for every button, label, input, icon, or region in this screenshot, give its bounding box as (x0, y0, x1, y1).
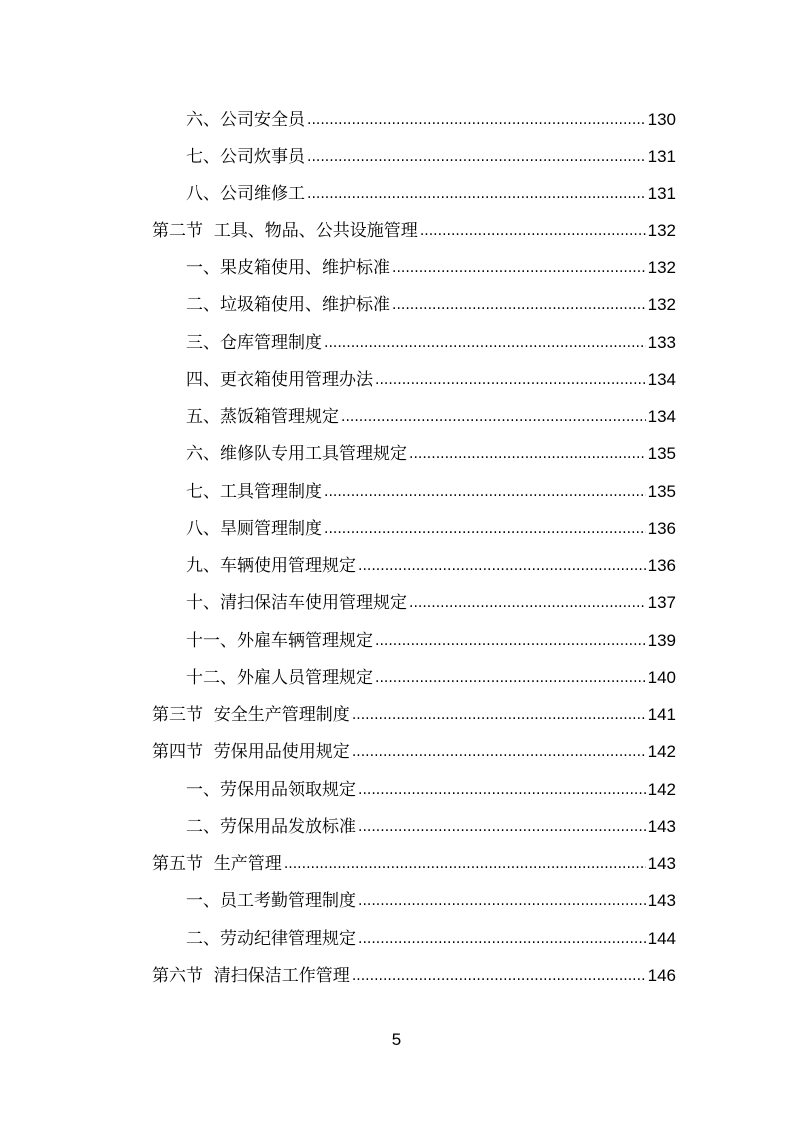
toc-entry-title: 一、果皮箱使用、维护标准 (186, 258, 390, 278)
toc-entry-title: 二、劳动纪律管理规定 (186, 929, 356, 949)
toc-leader-dots (392, 253, 646, 283)
page-number: 5 (391, 1030, 402, 1049)
toc-leader-dots (358, 886, 646, 916)
toc-entry-page: 130 (647, 110, 676, 129)
toc-entry[interactable] (186, 812, 676, 842)
toc-leader-dots (352, 737, 646, 767)
toc-leader-dots (307, 179, 646, 209)
toc-entry[interactable] (186, 626, 676, 656)
toc-entry-title: 六、维修队专用工具管理规定 (186, 444, 407, 464)
toc-entry-title: 十、清扫保洁车使用管理规定 (186, 593, 407, 613)
toc-entry-title: 七、公司炊事员 (186, 147, 305, 167)
toc-entry-title: 八、公司维修工 (186, 184, 305, 204)
toc-leader-dots (420, 216, 646, 246)
toc-section-entry[interactable] (152, 737, 676, 767)
toc-entry-page: 137 (647, 593, 676, 612)
toc-entry-title: 三、仓库管理制度 (186, 333, 322, 353)
toc-leader-dots (352, 961, 646, 991)
toc-leader-dots (324, 477, 646, 507)
toc-entry-title: 第四节 劳保用品使用规定 (152, 742, 350, 762)
toc-entry-title: 第五节 生产管理 (152, 854, 282, 874)
toc-entry-page: 133 (647, 333, 676, 352)
toc-section-entry[interactable] (152, 849, 676, 879)
toc-entry-page: 141 (647, 705, 676, 724)
toc-leader-dots (307, 142, 646, 172)
toc-leader-dots (358, 924, 646, 954)
toc-entry-page: 135 (647, 482, 676, 501)
toc-entry[interactable] (186, 402, 676, 432)
toc-leader-dots (352, 700, 646, 730)
toc-entry-title: 八、旱厕管理制度 (186, 519, 322, 539)
toc-leader-dots (375, 365, 646, 395)
toc-entry-title: 十二、外雇人员管理规定 (186, 668, 373, 688)
toc-entry-page: 136 (647, 519, 676, 538)
toc-entry-title: 二、劳保用品发放标准 (186, 817, 356, 837)
toc-entry-title: 十一、外雇车辆管理规定 (186, 631, 373, 651)
toc-entry[interactable] (186, 477, 676, 507)
toc-entry-page: 132 (647, 221, 676, 240)
toc-entry[interactable] (186, 886, 676, 916)
toc-entry-title: 一、劳保用品领取规定 (186, 780, 356, 800)
toc-leader-dots (409, 439, 646, 469)
toc-leader-dots (392, 290, 646, 320)
toc-entry[interactable] (186, 588, 676, 618)
toc-entry-page: 132 (647, 258, 676, 277)
toc-entry-page: 136 (647, 556, 676, 575)
toc-entry[interactable] (186, 551, 676, 581)
toc-section-entry[interactable] (152, 216, 676, 246)
toc-entry-page: 142 (647, 742, 676, 761)
toc-leader-dots (341, 402, 646, 432)
toc-entry[interactable] (186, 328, 676, 358)
toc-leader-dots (358, 812, 646, 842)
toc-entry-page: 142 (647, 780, 676, 799)
toc-entry-page: 146 (647, 966, 676, 985)
toc-entry-title: 第三节 安全生产管理制度 (152, 705, 350, 725)
toc-leader-dots (358, 551, 646, 581)
toc-entry-page: 143 (647, 891, 676, 910)
toc-leader-dots (324, 328, 646, 358)
toc-entry-page: 139 (647, 631, 676, 650)
toc-entry[interactable] (186, 924, 676, 954)
toc-entry[interactable] (186, 439, 676, 469)
toc-leader-dots (307, 105, 646, 135)
toc-leader-dots (324, 514, 646, 544)
toc-entry-title: 第二节 工具、物品、公共设施管理 (152, 221, 418, 241)
toc-entry-page: 134 (647, 407, 676, 426)
toc-leader-dots (284, 849, 646, 879)
toc-entry[interactable] (186, 775, 676, 805)
toc-section-entry[interactable] (152, 961, 676, 991)
toc-entry-title: 七、工具管理制度 (186, 482, 322, 502)
toc-leader-dots (409, 588, 646, 618)
toc-entry[interactable] (186, 179, 676, 209)
toc-leader-dots (375, 663, 646, 693)
toc-entry-page: 140 (647, 668, 676, 687)
toc-entry[interactable] (186, 663, 676, 693)
toc-entry[interactable] (186, 290, 676, 320)
toc-entry-page: 143 (647, 854, 676, 873)
toc-entry-title: 一、员工考勤管理制度 (186, 891, 356, 911)
toc-entry-title: 九、车辆使用管理规定 (186, 556, 356, 576)
toc-entry-page: 131 (647, 184, 676, 203)
toc-entry-page: 135 (647, 444, 676, 463)
toc-entry[interactable] (186, 105, 676, 135)
toc-entry-title: 六、公司安全员 (186, 110, 305, 130)
toc-entry[interactable] (186, 253, 676, 283)
toc-entry-page: 132 (647, 295, 676, 314)
toc-entry-title: 第六节 清扫保洁工作管理 (152, 966, 350, 986)
toc-entry-page: 131 (647, 147, 676, 166)
toc-entry[interactable] (186, 365, 676, 395)
toc-entry-title: 四、更衣箱使用管理办法 (186, 370, 373, 390)
toc-entry-title: 五、蒸饭箱管理规定 (186, 407, 339, 427)
toc-entry[interactable] (186, 142, 676, 172)
toc-entry-page: 143 (647, 817, 676, 836)
toc-section-entry[interactable] (152, 700, 676, 730)
toc-leader-dots (358, 775, 646, 805)
toc-entry-page: 144 (647, 929, 676, 948)
toc-entry[interactable] (186, 514, 676, 544)
toc-entry-page: 134 (647, 370, 676, 389)
toc-leader-dots (375, 626, 646, 656)
toc-entry-title: 二、垃圾箱使用、维护标准 (186, 295, 390, 315)
